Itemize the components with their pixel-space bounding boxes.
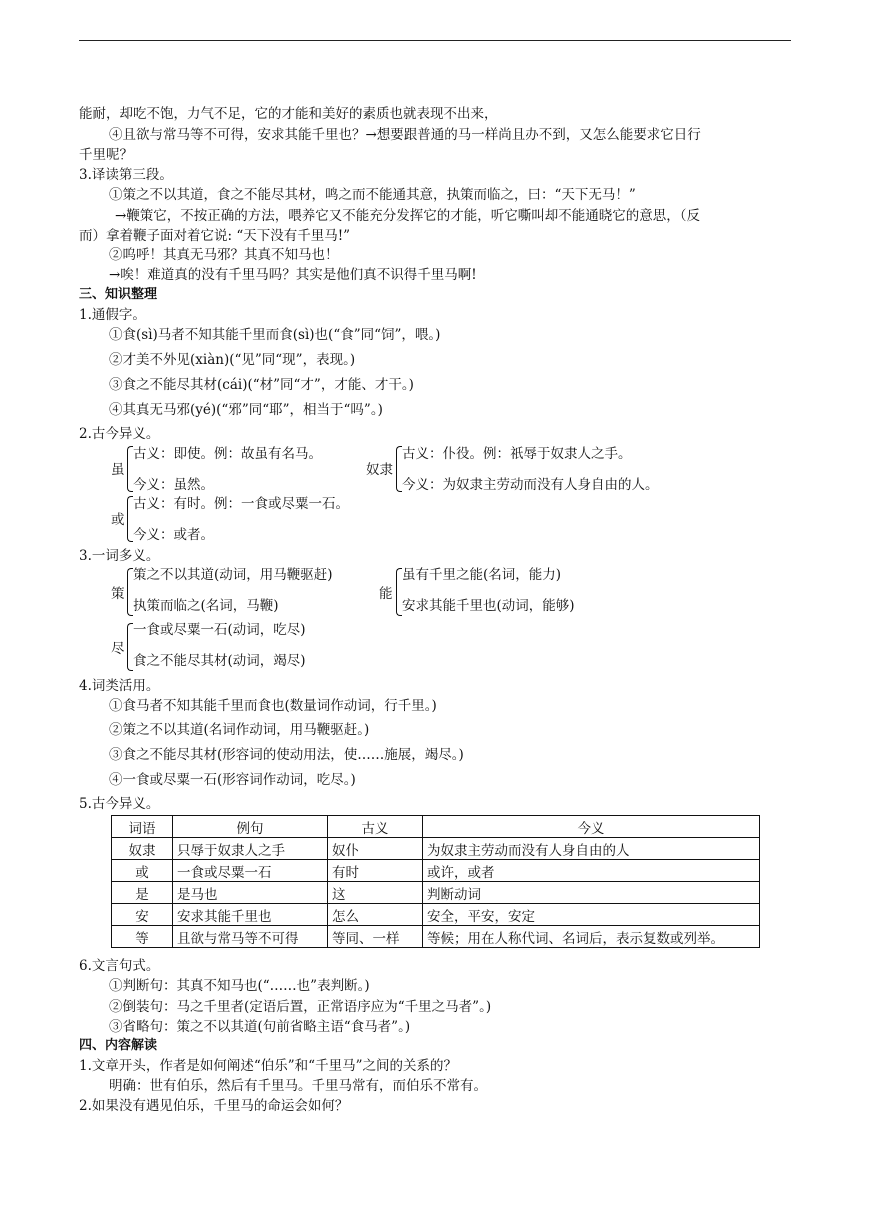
list-item: ③食之不能尽其材(形容词的使动用法，使……施展，竭尽。)	[109, 747, 464, 763]
column-header: 词语	[112, 816, 173, 838]
meaning: 安求其能千里也(动词，能够)	[402, 598, 575, 614]
paragraph: 而）拿着鞭子面对着它说: “天下没有千里马!”	[79, 228, 351, 244]
subsection-title: 2.古今异义。	[79, 426, 160, 442]
table-cell: 一食或尽粟一石	[173, 860, 328, 882]
list-item: ②策之不以其道(名词作动词，用马鞭驱赶。)	[109, 722, 370, 738]
paragraph: 千里呢？	[79, 147, 133, 163]
table-cell: 有时	[328, 860, 423, 882]
table-cell: 等	[112, 926, 173, 948]
paragraph: →唉！难道真的没有千里马吗？其实是他们真不识得千里马啊!	[109, 267, 477, 283]
paragraph: 3.译读第三段。	[79, 167, 173, 183]
column-header: 古义	[328, 816, 423, 838]
subsection-title: 6.文言句式。	[79, 958, 160, 974]
paragraph: →鞭策它，不按正确的方法，喂养它又不能充分发挥它的才能，听它嘶叫却不能通晓它的意思，（反	[115, 208, 701, 224]
table-cell: 等候；用在人称代词、名词后，表示复数或列举。	[423, 926, 760, 948]
modern-meaning: 今义：为奴隶主劳动而没有人身自由的人。	[402, 477, 659, 493]
table-cell: 只辱于奴隶人之手	[173, 838, 328, 860]
column-header: 例句	[173, 816, 328, 838]
table-cell: 奴仆	[328, 838, 423, 860]
list-item: ②才美不外见(xiàn)(“见”同“现”，表现。)	[109, 352, 356, 368]
meaning: 虽有千里之能(名词，能力)	[402, 567, 562, 583]
modern-meaning: 今义：虽然。	[133, 477, 214, 493]
subsection-title: 5.古今异义。	[79, 796, 160, 812]
term-label: 能	[379, 586, 393, 602]
list-item: ②倒装句：马之千里者(定语后置，正常语序应为“千里之马者”。)	[109, 999, 492, 1015]
table-cell: 判断动词	[423, 882, 760, 904]
list-item: ③省略句：策之不以其道(句前省略主语“食马者”。)	[109, 1019, 411, 1035]
column-header: 今义	[423, 816, 760, 838]
section-heading: 四、内容解读	[79, 1038, 158, 1053]
table-cell: 安全，平安，安定	[423, 904, 760, 926]
ancient-meaning: 古义：仆役。例：祇辱于奴隶人之手。	[402, 446, 632, 462]
paragraph: ②呜呼！其真无马邪？其真不知马也！	[109, 247, 339, 263]
list-item: ①食(sì)马者不知其能千里而食(sì)也(“食”同“饲”，喂。)	[109, 327, 441, 343]
table-cell: 这	[328, 882, 423, 904]
ancient-meaning: 古义：即使。例：故虽有名马。	[133, 446, 322, 462]
list-item: ①判断句：其真不知马也(“……也”表判断。)	[109, 978, 370, 994]
table-cell: 且欲与常马等不可得	[173, 926, 328, 948]
header-rule	[79, 40, 791, 41]
list-item: ④其真无马邪(yé)(“邪”同“耶”，相当于“吗”。)	[109, 402, 383, 418]
table-cell: 奴隶	[112, 838, 173, 860]
table-cell: 安求其能千里也	[173, 904, 328, 926]
meaning: 策之不以其道(动词，用马鞭驱赶)	[133, 567, 333, 583]
table-cell: 等同、一样	[328, 926, 423, 948]
table-row	[112, 926, 760, 948]
meaning-table	[111, 815, 760, 948]
table-cell: 怎么	[328, 904, 423, 926]
modern-meaning: 今义：或者。	[133, 527, 214, 543]
table-cell: 为奴隶主劳动而没有人身自由的人	[423, 838, 760, 860]
term-label: 奴隶	[366, 462, 393, 478]
section-heading: 三、知识整理	[79, 287, 158, 302]
term-label: 或	[111, 512, 125, 528]
table-row	[112, 860, 760, 882]
question: 2.如果没有遇见伯乐，千里马的命运会如何？	[79, 1098, 349, 1114]
subsection-title: 1.通假字。	[79, 307, 146, 323]
term-label: 尽	[111, 641, 125, 657]
list-item: ③食之不能尽其材(cái)(“材”同“才”，才能、才干。)	[109, 377, 414, 393]
list-item: ①食马者不知其能千里而食也(数量词作动词，行千里。)	[109, 698, 437, 714]
table-cell: 是	[112, 882, 173, 904]
meaning: 一食或尽粟一石(动词，吃尽)	[133, 622, 306, 638]
answer: 明确：世有伯乐，然后有千里马。千里马常有，而伯乐不常有。	[109, 1078, 487, 1094]
term-label: 虽	[111, 462, 125, 478]
list-item: ④一食或尽粟一石(形容词作动词，吃尽。)	[109, 772, 356, 788]
term-label: 策	[111, 586, 125, 602]
meaning: 执策而临之(名词，马鞭)	[133, 598, 279, 614]
ancient-meaning: 古义：有时。例：一食或尽粟一石。	[133, 496, 349, 512]
meaning: 食之不能尽其材(动词，竭尽)	[133, 653, 306, 669]
paragraph: 能耐，却吃不饱，力气不足，它的才能和美好的素质也就表现不出来，	[79, 106, 498, 122]
table-header-row	[112, 816, 760, 838]
paragraph: ①策之不以其道，食之不能尽其材，鸣之而不能通其意，执策而临之，曰：“天下无马！”	[109, 187, 636, 203]
table-row	[112, 904, 760, 926]
subsection-title: 3.一词多义。	[79, 548, 160, 564]
table-cell: 或	[112, 860, 173, 882]
subsection-title: 4.词类活用。	[79, 678, 160, 694]
paragraph: ④且欲与常马等不可得，安求其能千里也？→想要跟普通的马一样尚且办不到，又怎么能要求它日行	[109, 127, 701, 143]
table-cell: 是马也	[173, 882, 328, 904]
table-row	[112, 838, 760, 860]
table-cell: 或许，或者	[423, 860, 760, 882]
question: 1.文章开头，作者是如何阐述“伯乐”和“千里马”之间的关系的？	[79, 1058, 457, 1074]
table-cell: 安	[112, 904, 173, 926]
table-row	[112, 882, 760, 904]
